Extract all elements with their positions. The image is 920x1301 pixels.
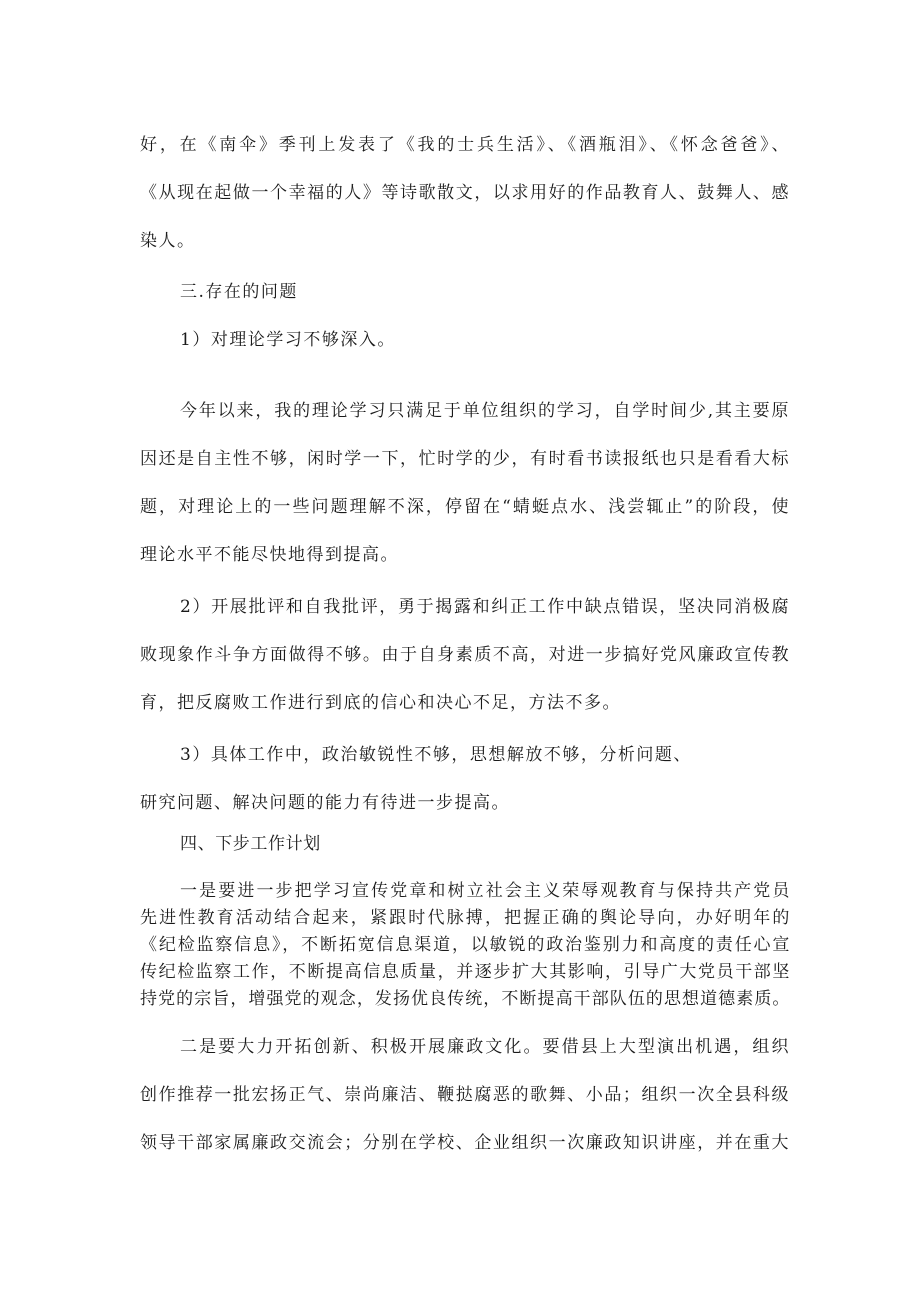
paragraph-3-line-1: 2）开展批评和自我批评，勇于揭露和纠正工作中缺点错误，坚决同消极腐 [180,597,790,617]
paragraph-4-line-1: 3）具体工作中，政治敏锐性不够，思想解放不够，分析问题、 [180,745,692,765]
paragraph-5-line-1: 一是要进一步把学习宣传党章和树立社会主义荣辱观教育与保持共产党员 [180,881,790,901]
paragraph-3-line-3: 育，把反腐败工作进行到底的信心和决心不足，方法不多。 [140,693,621,713]
paragraph-4-line-2: 研究问题、解决问题的能力有待进一步提高。 [140,793,510,813]
paragraph-1-line-2: 《从现在起做一个幸福的人》等诗歌散文，以求用好的作品教育人、鼓舞人、感 [140,183,790,203]
section-3-heading: 三.存在的问题 [180,282,298,302]
paragraph-2-line-1: 今年以来，我的理论学习只满足于单位组织的学习，自学时间少,其主要原 [180,401,790,421]
paragraph-6-line-3: 领导干部家属廉政交流会；分别在学校、企业组织一次廉政知识讲座，并在重大 [140,1133,790,1153]
paragraph-1-line-3: 染人。 [140,231,196,251]
paragraph-2-line-4: 理论水平不能尽快地得到提高。 [140,545,399,565]
paragraph-3-line-2: 败现象作斗争方面做得不够。由于自身素质不高，对进一步搞好党风廉政宣传教 [140,645,790,665]
paragraph-6-line-1: 二是要大力开拓创新、积极开展廉政文化。要借县上大型演出机遇，组织 [180,1037,790,1057]
item-1-heading: 1）对理论学习不够深入。 [180,330,396,350]
paragraph-5-line-5: 持党的宗旨，增强党的观念，发扬优良传统，不断提高干部队伍的思想道德素质。 [140,989,790,1009]
paragraph-1-line-1: 好，在《南伞》季刊上发表了《我的士兵生活》、《酒瓶泪》、《怀念爸爸》、 [140,135,790,155]
paragraph-5-line-4: 传纪检监察工作，不断提高信息质量，并逐步扩大其影响，引导广大党员干部坚 [140,962,790,982]
paragraph-5-line-2: 先进性教育活动结合起来，紧跟时代脉搏，把握正确的舆论导向，办好明年的 [140,908,790,928]
paragraph-2-line-3: 题，对理论上的一些问题理解不深，停留在“蜻蜓点水、浅尝辄止”的阶段，使 [140,497,790,517]
section-4-heading: 四、下步工作计划 [180,834,321,854]
paragraph-5-line-3: 《纪检监察信息》，不断拓宽信息渠道，以敏锐的政治鉴别力和高度的责任心宣 [140,935,790,955]
paragraph-6-line-2: 创作推荐一批宏扬正气、崇尚廉洁、鞭挞腐恶的歌舞、小品；组织一次全县科级 [140,1085,790,1105]
paragraph-2-line-2: 因还是自主性不够，闲时学一下，忙时学的少，有时看书读报纸也只是看看大标 [140,449,790,469]
